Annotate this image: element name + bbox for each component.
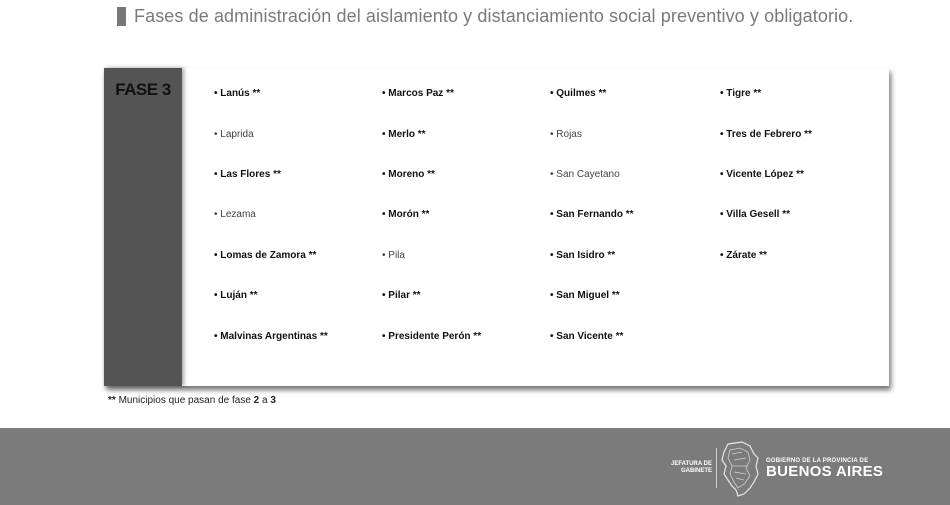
footnote [108, 395, 276, 406]
municipality-item: • Laprida [214, 129, 254, 140]
municipality-item: • Marcos Paz ** [382, 88, 454, 99]
municipality-item: • Lanús ** [214, 88, 261, 99]
footnote-text-b: a [259, 395, 271, 406]
jefatura-logo-text [668, 461, 712, 475]
municipality-item: • Morón ** [382, 209, 430, 220]
phase-card [104, 68, 889, 386]
gobierno-main-line: BUENOS AIRES [766, 463, 884, 480]
municipality-item: • Rojas [550, 129, 582, 140]
municipality-item: • San Cayetano [550, 169, 620, 180]
footnote-stars: ** [108, 395, 116, 406]
footnote-to-phase: 3 [270, 395, 276, 406]
page-header [117, 6, 853, 27]
municipality-item: • Zárate ** [720, 250, 767, 261]
municipality-item: • Tigre ** [720, 88, 762, 99]
municipality-item: • San Vicente ** [550, 331, 624, 342]
jefatura-line-1: JEFATURA DE [670, 461, 712, 467]
municipality-item: • San Miguel ** [550, 290, 620, 301]
footnote-text-a: Municipios que pasan de fase [115, 395, 254, 406]
municipality-item: • Lomas de Zamora ** [214, 250, 317, 261]
page-title: Fases de administración del aislamiento y distanciamiento social preventivo y obligatorio. [134, 6, 854, 26]
jefatura-line-2: GABINETE [680, 468, 712, 474]
municipality-item: • Merlo ** [382, 129, 426, 140]
municipality-item: • Moreno ** [382, 169, 435, 180]
municipality-item: • Villa Gesell ** [720, 209, 791, 220]
municipality-item: • Luján ** [214, 290, 258, 301]
footnote-from-phase: 2 [253, 395, 260, 406]
phase-label: FASE 3 [115, 80, 171, 99]
municipality-item: • San Isidro ** [550, 250, 616, 261]
buenos-aires-province-map-icon [720, 440, 760, 498]
municipality-item: • Lezama [214, 209, 256, 220]
municipality-item: • San Fernando ** [550, 209, 634, 220]
footer-divider [716, 448, 717, 488]
gobierno-top-line: GOBIERNO DE LA PROVINCIA DE [766, 458, 869, 464]
municipality-item: • Quilmes ** [550, 88, 607, 99]
header-accent-bar [117, 7, 126, 26]
municipality-item: • Malvinas Argentinas ** [214, 331, 328, 342]
municipality-item: • Presidente Perón ** [382, 331, 482, 342]
municipality-item: • Las Flores ** [214, 169, 281, 180]
municipality-item: • Pilar ** [382, 290, 421, 301]
gobierno-logo-text [766, 458, 883, 480]
municipality-item: • Pila [382, 250, 405, 261]
phase-column [104, 68, 182, 386]
municipality-item: • Vicente López ** [720, 169, 804, 180]
footer [0, 428, 950, 505]
municipality-item: • Tres de Febrero ** [720, 129, 812, 140]
